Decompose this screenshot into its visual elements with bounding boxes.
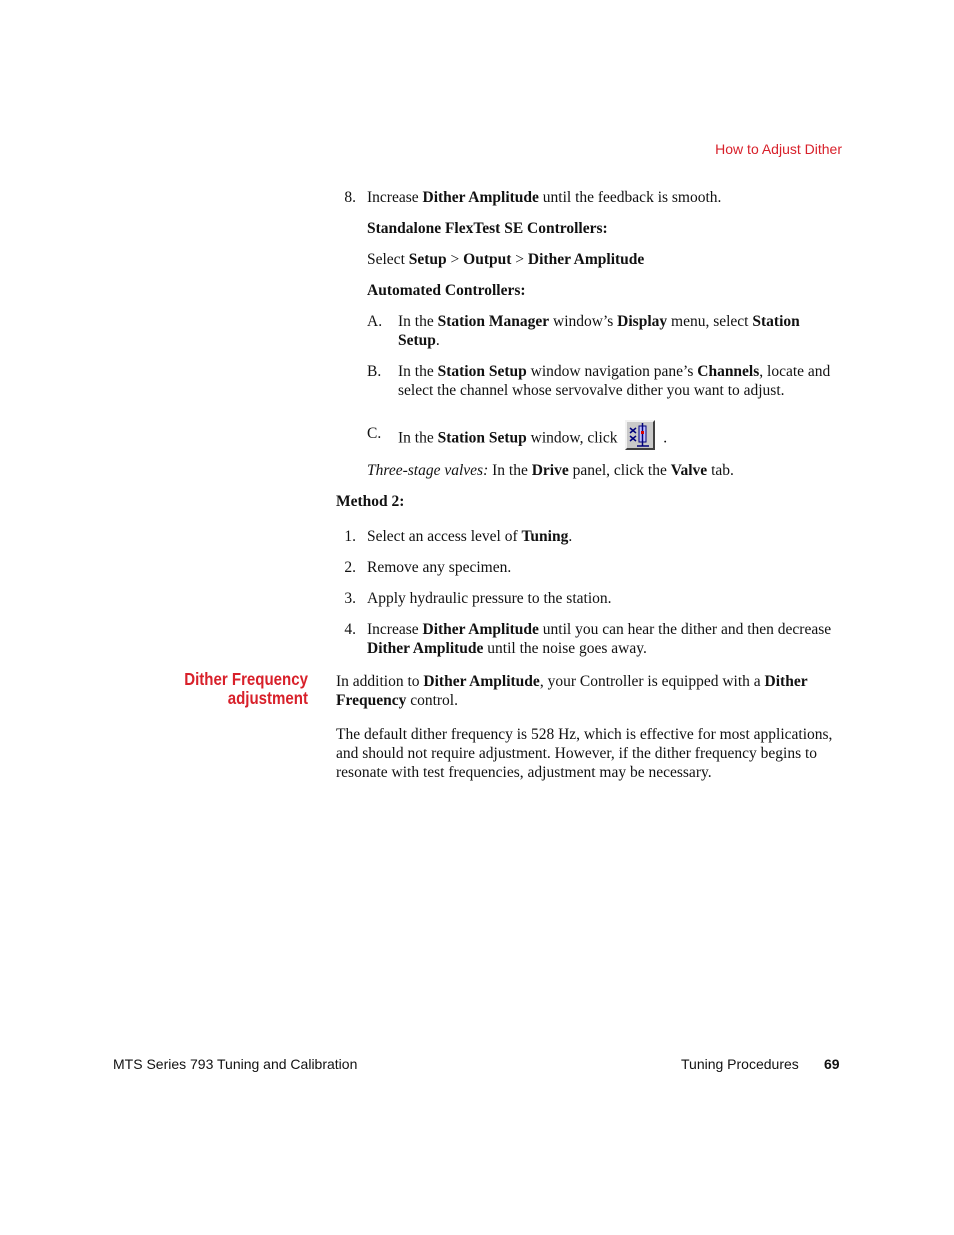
step-number: 4. — [344, 621, 356, 638]
step-number: 1. — [344, 528, 356, 545]
automated-heading: Automated Controllers: — [367, 282, 526, 299]
section-side-heading: Dither Frequency adjustment — [184, 669, 308, 708]
three-stage-note: Three-stage valves: In the Drive panel, click the Valve tab. — [367, 462, 734, 479]
station-setup-toolbar-icon — [625, 420, 655, 450]
dither-frequency-intro: In addition to Dither Amplitude, your Controller is equipped with a Dither Frequency control. — [336, 673, 808, 709]
method2-step-2: Remove any specimen. — [367, 559, 512, 576]
substep-a-text: In the Station Manager window’s Display menu, select Station Setup. — [398, 313, 800, 349]
method2-step-4: Increase Dither Amplitude until you can hear the dither and then decrease Dither Amplitude until the noise goes away. — [367, 621, 832, 657]
step-8-text: Increase Dither Amplitude until the feedback is smooth. — [367, 189, 722, 206]
footer-book-title: MTS Series 793 Tuning and Calibration — [113, 1056, 358, 1072]
substep-letter: C. — [367, 425, 382, 442]
page-number: 69 — [824, 1056, 840, 1072]
standalone-menu-path: Select Setup > Output > Dither Amplitude — [367, 251, 645, 268]
substep-letter: A. — [367, 313, 383, 330]
dither-frequency-paragraph: The default dither frequency is 528 Hz, which is effective for most applications, and should not require adjustment. However, if the dither frequency begins to resonate with test frequencies, adjustment may be necessary. — [336, 726, 833, 781]
step-number: 3. — [344, 590, 356, 607]
method2-step-3: Apply hydraulic pressure to the station. — [367, 590, 612, 607]
running-header: How to Adjust Dither — [715, 141, 842, 157]
substep-c-text: In the Station Setup window, click . — [398, 424, 667, 454]
method-2-heading: Method 2: — [336, 493, 405, 510]
standalone-heading: Standalone FlexTest SE Controllers: — [367, 220, 608, 237]
step-number: 8. — [344, 189, 356, 206]
method2-step-1: Select an access level of Tuning. — [367, 528, 573, 545]
substep-letter: B. — [367, 363, 382, 380]
substep-b-text: In the Station Setup window navigation pane’s Channels, locate and select the channel whose servovalve dither you want to adjust. — [398, 363, 831, 399]
step-number: 2. — [344, 559, 356, 576]
footer-section: Tuning Procedures — [681, 1056, 799, 1072]
